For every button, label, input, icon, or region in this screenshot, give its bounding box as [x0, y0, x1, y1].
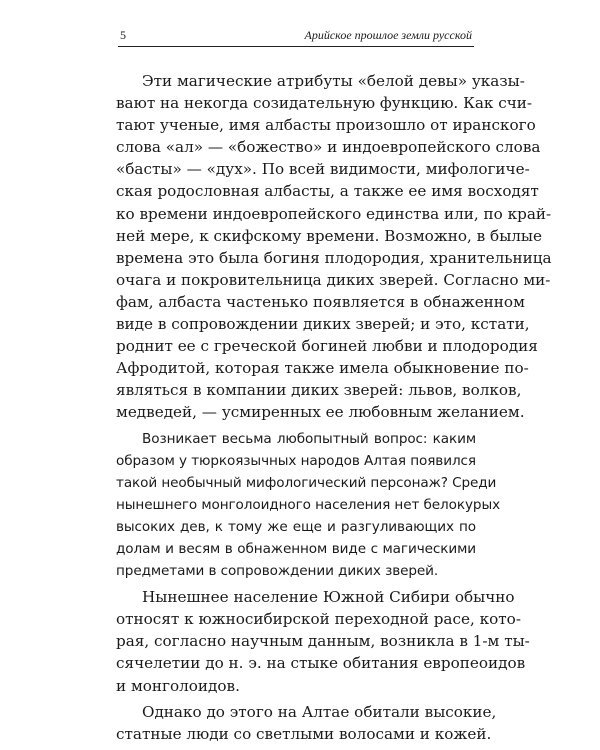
text-line: такой необычный мифологический персонаж? Среди: [116, 474, 497, 491]
text-line: очага и покровительница диких зверей. Согласно ми-: [116, 270, 551, 289]
text-line: Однако до этого на Алтае обитали высокие,: [142, 702, 497, 721]
text-line: Афродитой, которая также имела обыкновение по-: [116, 359, 529, 378]
text-line: времена это была богиня плодородия, хранительница: [116, 248, 552, 267]
text-line: фам, албаста частенько появляется в обнаженном: [116, 292, 525, 311]
page-header: [118, 26, 474, 47]
paragraph-2: [116, 428, 501, 583]
text-line: нынешнего монголоидного населения нет белокурых: [116, 496, 501, 513]
text-line: рая, согласно научным данным, возникла в 1-м ты-: [116, 632, 530, 651]
text-line: образом у тюркоязычных народов Алтая появился: [116, 452, 476, 469]
text-line: Эти магические атрибуты «белой девы» указы-: [142, 72, 525, 90]
text-line: ская родословная албасты, а также ее имя восходят: [116, 182, 539, 201]
text-line: относят к южносибирской переходной расе, кото-: [116, 610, 521, 629]
text-line: вают на некогда созидательную функцию. Как счи-: [116, 94, 533, 113]
text-line: виде в сопровождении диких зверей; и это, кстати,: [116, 315, 530, 334]
running-title: Арийское прошлое земли русской: [304, 28, 472, 42]
text-line: Нынешнее население Южной Сибири обычно: [142, 588, 515, 607]
text-line: предметами в сопровождении диких зверей.: [116, 563, 439, 580]
paragraph-1: [116, 70, 552, 424]
text-line: сячелетии до н. э. на стыке обитания европеоидов: [116, 654, 526, 673]
text-line: роднит ее с греческой богиней любви и плодородия: [116, 337, 538, 356]
text-line: и монголоидов.: [116, 676, 240, 695]
page-number: 5: [120, 28, 126, 42]
text-line: слова «ал» — «божество» и индоевропейского слова: [116, 138, 541, 157]
paragraph-3: [116, 586, 530, 696]
text-line: статные люди со светлыми волосами и кожей.: [116, 724, 492, 743]
text-line: медведей, — усмиренных ее любовным желанием.: [116, 403, 525, 422]
text-line: тают ученые, имя албасты произошло от иранского: [116, 116, 536, 135]
text-line: являться в компании диких зверей: львов, волков,: [116, 381, 522, 400]
paragraph-4: [116, 701, 497, 745]
text-line: «басты» — «дух». По всей видимости, мифологиче-: [116, 160, 530, 179]
text-line: ко времени индоевропейского единства или, по край-: [116, 204, 552, 223]
text-line: Возникает весьма любопытный вопрос: каким: [142, 430, 476, 447]
body-text: [116, 70, 552, 749]
text-line: долам и весям в обнаженном виде с магическими: [116, 540, 476, 557]
text-line: ней мере, к скифскому времени. Возможно, в былые: [116, 226, 543, 245]
text-line: высоких дев, к тому же еще и разгуливающих по: [116, 518, 476, 535]
